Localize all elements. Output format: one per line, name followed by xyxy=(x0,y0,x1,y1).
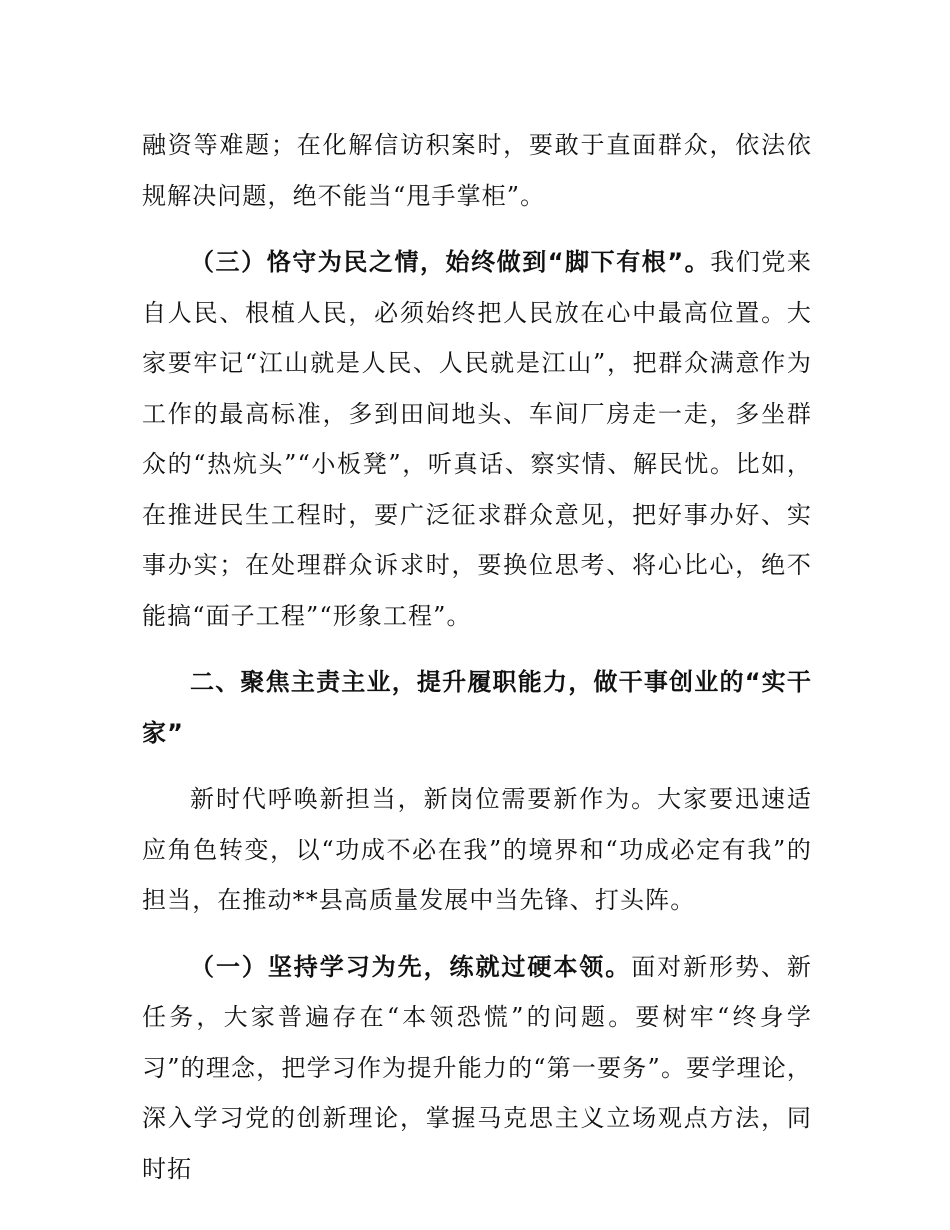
paragraph-4-text: 面对新形势、新任务，大家普遍存在“本领恐慌”的问题。要树牢“终身学习”的理念，把学习作为提升能力的“第一要务”。要学理论，深入学习党的创新理论，掌握马克思主义立场观点方法，同时拓 xyxy=(142,952,812,1183)
paragraph-2 xyxy=(142,237,812,641)
chapter-2-heading: 二、聚焦主责主业，提升履职能力，做干事创业的“实干家” xyxy=(142,668,812,747)
section-1-heading: （一）坚持学习为先，练就过硬本领。 xyxy=(190,952,632,981)
paragraph-1 xyxy=(142,120,812,221)
paragraph-4 xyxy=(142,942,812,1195)
section-3-heading: （三）恪守为民之情，始终做到“脚下有根”。 xyxy=(190,248,711,276)
paragraph-2-text: 我们党来自人民、根植人民，必须始终把人民放在心中最高位置。大家要牢记“江山就是人民、人民就是江山”，把群众满意作为工作的最高标准，多到田间地头、车间厂房走一走，多坐群众的“热炕头”“小板凳”，听真话、察实情、解民忧。比如，在推进民生工程时，要广泛征求群众意见，把好事办好、实事办实；在处理群众诉求时，要换位思考、将心比心，绝不能搞“面子工程”“形象工程”。 xyxy=(142,248,812,630)
document-page xyxy=(142,120,812,1194)
paragraph-3-text: 新时代呼唤新担当，新岗位需要新作为。大家要迅速适应角色转变，以“功成不必在我”的境界和“功成必定有我”的担当，在推动**县高质量发展中当先锋、打头阵。 xyxy=(142,785,812,914)
paragraph-1-text: 融资等难题；在化解信访积案时，要敢于直面群众，依法依规解决问题，绝不能当“甩手掌柜”。 xyxy=(142,131,812,210)
paragraph-3 xyxy=(142,774,812,926)
